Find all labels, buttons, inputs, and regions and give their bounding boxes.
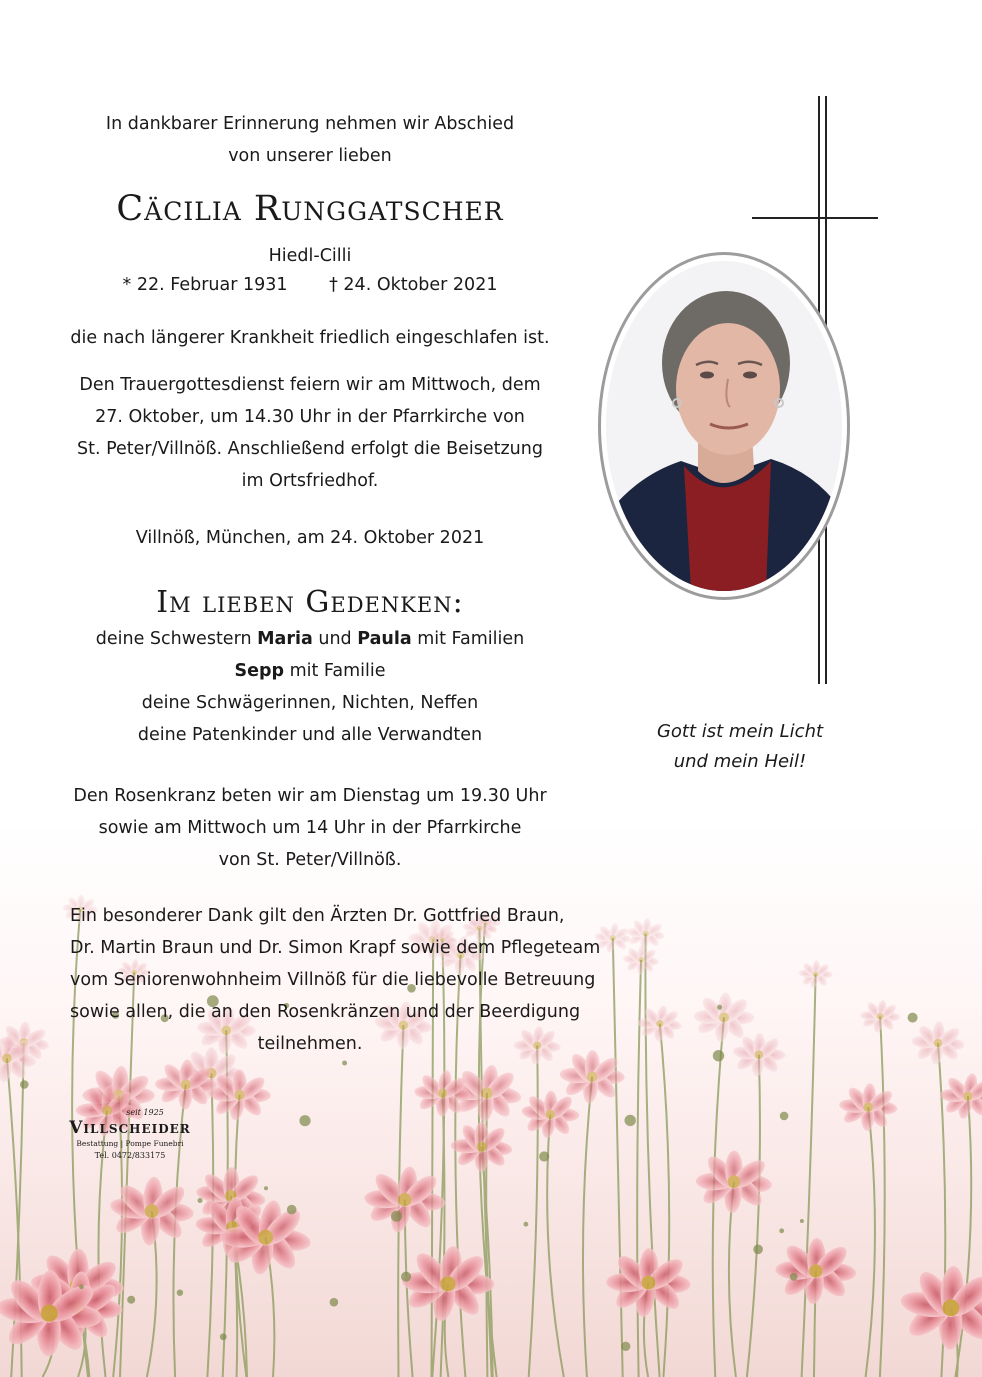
quote-line: und mein Heil!: [673, 751, 807, 772]
flower-center: [440, 1276, 455, 1291]
remembrance-heading: [70, 583, 550, 623]
flower-center: [943, 1299, 960, 1316]
life-dates: [70, 269, 550, 301]
flower-bud: [539, 1151, 549, 1161]
flower-bud: [342, 1061, 347, 1066]
flower-center: [41, 1305, 58, 1322]
rosary-line: Den Rosenkranz beten wir am Dienstag um 19.30 Uhr: [73, 786, 547, 806]
flower-center: [477, 1142, 487, 1152]
mourner-name: Paula: [357, 629, 412, 649]
flower-center: [719, 1012, 729, 1022]
flower-bud: [800, 1219, 804, 1223]
flower-bud: [177, 1290, 183, 1296]
funeral-line: St. Peter/Villnöß. Anschließend erfolgt die Beisetzung: [77, 439, 543, 459]
flower-center: [863, 1102, 873, 1112]
flower-center: [235, 1090, 245, 1100]
flower-bud: [625, 1115, 636, 1126]
flower-center: [809, 1264, 822, 1277]
logo-brand: Villscheider: [69, 1118, 191, 1138]
flower-center: [656, 1020, 663, 1027]
flower-bud: [753, 1245, 763, 1255]
thanks-text: [70, 900, 601, 1060]
thanks-line: sowie allen, die an den Rosenkränzen und der Beerdigung: [70, 1002, 581, 1022]
mourner-name: Sepp: [234, 661, 285, 681]
bible-quote: [640, 717, 840, 777]
flower-bud: [220, 1333, 227, 1340]
intro-line: In dankbarer Erinnerung nehmen wir Abschied: [105, 114, 515, 134]
flower-bud: [401, 1272, 411, 1282]
mourner-line: deine Schwägerinnen, Nichten, Neffen: [141, 693, 479, 713]
portrait-illustration: [606, 261, 842, 591]
flower-bud: [524, 1222, 529, 1227]
flower-bud: [264, 1186, 268, 1190]
intro-line: von unserer lieben: [228, 146, 392, 166]
logo-subtitle: Bestattung | Pompe Funebri: [76, 1139, 184, 1148]
flower-center: [145, 1204, 159, 1218]
flower-center: [643, 931, 649, 937]
mourner-name: Maria: [257, 629, 313, 649]
funeral-info: [70, 369, 550, 497]
flower-bud: [621, 1342, 630, 1351]
rosary-line: sowie am Mittwoch um 14 Uhr in der Pfarrkirche: [98, 818, 522, 838]
flower-center: [963, 1092, 972, 1101]
mourner-text: mit Familie: [284, 661, 386, 681]
flower-center: [813, 971, 819, 977]
flower-bud: [299, 1115, 310, 1126]
logo-since: seit 1925: [126, 1108, 164, 1117]
flower-bud: [79, 1285, 84, 1290]
flower-center: [642, 1276, 656, 1290]
flower-center: [546, 1110, 555, 1119]
mourner-text: deine Schwestern: [95, 629, 258, 649]
flower-bud: [391, 1211, 402, 1222]
deceased-name: [70, 185, 550, 233]
flower-bud: [127, 1296, 135, 1304]
flower-center: [934, 1039, 943, 1048]
logo-phone: Tel. 0472/833175: [94, 1151, 166, 1160]
funeral-home-logo: [60, 1108, 200, 1162]
flower-center: [2, 1054, 12, 1064]
flower-center: [258, 1230, 273, 1245]
flower-bud: [198, 1198, 203, 1203]
funeral-line: 27. Oktober, um 14.30 Uhr in der Pfarrkirche von: [95, 407, 525, 427]
deceased-name-text: Cäcilia Runggatscher: [116, 189, 504, 229]
flower-center: [755, 1050, 764, 1059]
flower-bud: [717, 1005, 722, 1010]
mourner-line: deine Patenkinder und alle Verwandten: [137, 725, 483, 745]
birth-date: * 22. Februar 1931: [122, 275, 288, 295]
funeral-line: im Ortsfriedhof.: [241, 471, 379, 491]
thanks-line: Ein besonderer Dank gilt den Ärzten Dr. Gottfried Braun,: [70, 906, 565, 926]
passing-text: die nach längerer Krankheit friedlich eingeschlafen ist.: [70, 328, 550, 348]
thanks-line: Dr. Martin Braun und Dr. Simon Krapf sowie dem Pflegeteam: [70, 938, 601, 958]
death-date: † 24. Oktober 2021: [329, 275, 498, 295]
rosary-line: von St. Peter/Villnöß.: [218, 850, 402, 870]
mourner-text: mit Familien: [411, 629, 525, 649]
cross-horizontal-line: [752, 217, 878, 219]
remembrance-heading-text: Im lieben Gedenken:: [156, 585, 464, 620]
flower-center: [610, 935, 616, 941]
flower-center: [398, 1193, 411, 1206]
intro-text: [70, 108, 550, 172]
flower-bud: [330, 1298, 339, 1307]
flower-bud: [713, 1050, 724, 1061]
thanks-line: vom Seniorenwohnheim Villnöß für die liebevolle Betreuung: [70, 970, 596, 990]
flower-center: [438, 1089, 447, 1098]
quote-line: Gott ist mein Licht: [656, 721, 824, 742]
flower-center: [181, 1079, 191, 1089]
flower-center: [877, 1013, 884, 1020]
portrait-photo: [606, 261, 842, 591]
flower-center: [638, 957, 644, 963]
mourner-text: und: [312, 629, 358, 649]
flower-bud: [20, 1080, 29, 1089]
flower-bud: [779, 1228, 784, 1233]
mourners-list: [70, 623, 550, 751]
mourner-line: [70, 655, 550, 687]
flower-center: [587, 1072, 598, 1083]
rosary-info: [70, 780, 550, 876]
flower-center: [481, 1087, 492, 1098]
flower-center: [728, 1175, 741, 1188]
place-date: Villnöß, München, am 24. Oktober 2021: [135, 528, 485, 548]
flower-bud: [780, 1112, 789, 1121]
flower-bud: [790, 1273, 798, 1281]
nickname: Hiedl-Cilli: [268, 246, 352, 266]
mourner-line: [70, 623, 550, 655]
flower-bud: [287, 1205, 297, 1215]
thanks-line: teilnehmen.: [257, 1034, 363, 1054]
flower-bud: [908, 1013, 918, 1023]
funeral-line: Den Trauergottesdienst feiern wir am Mittwoch, dem: [79, 375, 541, 395]
